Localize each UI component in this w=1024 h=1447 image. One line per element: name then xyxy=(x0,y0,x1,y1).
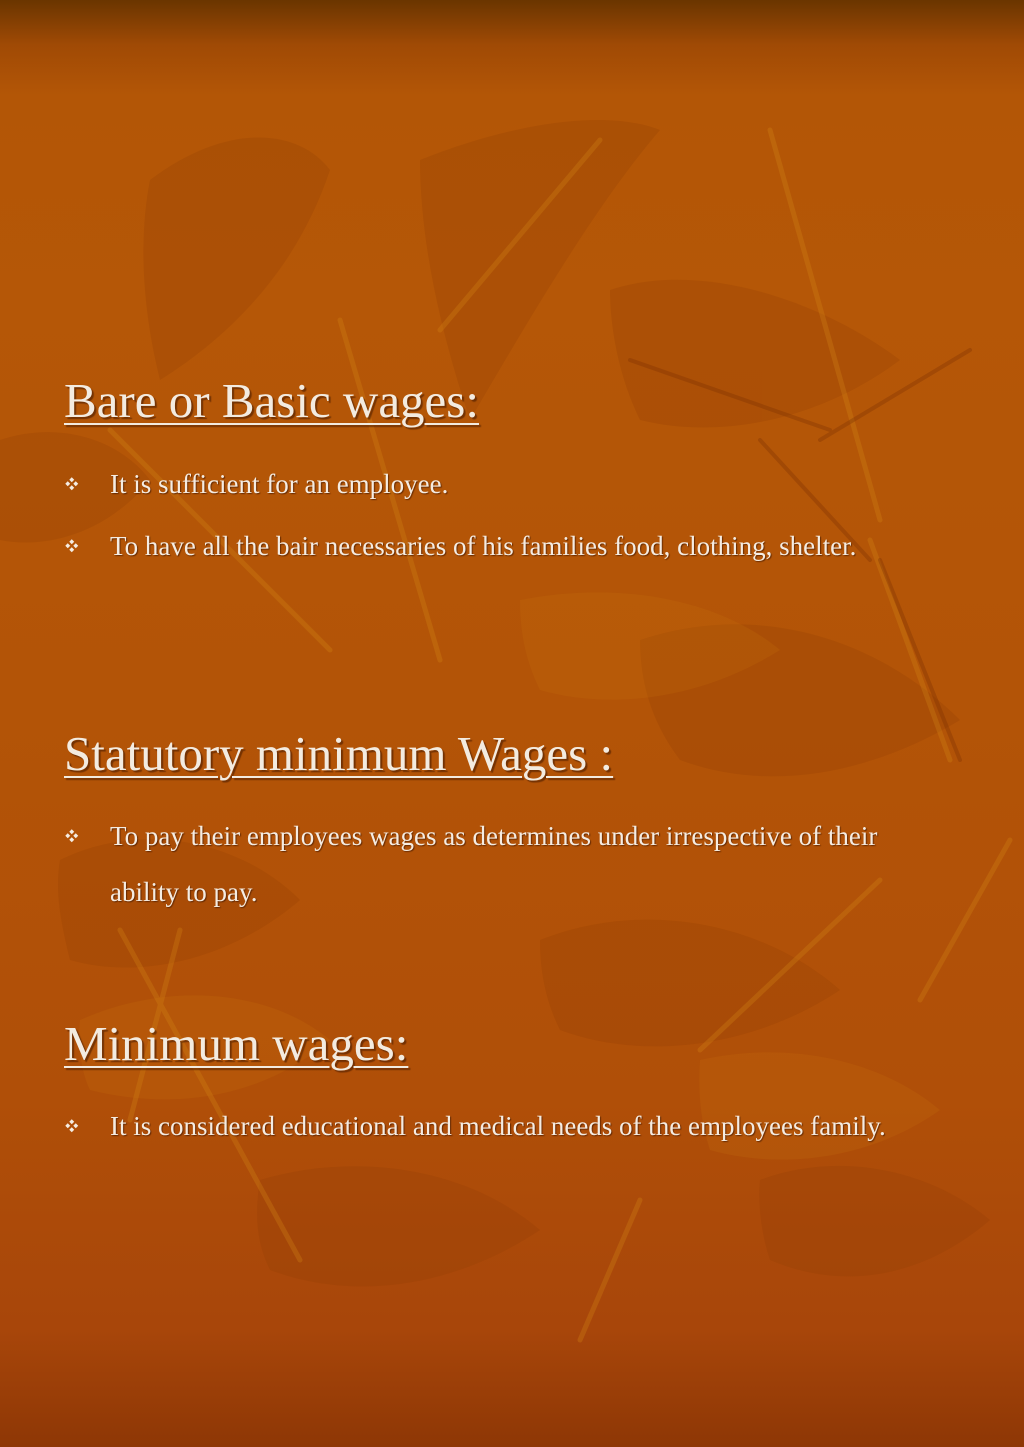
diamond-cluster-icon xyxy=(64,1111,80,1141)
section-heading: Minimum wages: xyxy=(64,1016,409,1071)
list-item-text: It is sufficient for an employee. xyxy=(110,469,449,499)
section-statutory-minimum-wages xyxy=(64,725,964,925)
list-item-text: To pay their employees wages as determines under irrespective of their ability to pay. xyxy=(110,821,878,907)
section-heading: Statutory minimum Wages : xyxy=(64,726,614,781)
list-item-text: It is considered educational and medical needs of the employees family. xyxy=(110,1111,886,1141)
section-minimum-wages xyxy=(64,1015,964,1215)
diamond-cluster-icon xyxy=(64,821,80,851)
section-heading: Bare or Basic wages: xyxy=(64,373,479,428)
section-bare-basic-wages xyxy=(64,372,964,632)
list-item-text: To have all the bair necessaries of his families food, clothing, shelter. xyxy=(110,531,857,561)
diamond-cluster-icon xyxy=(64,469,80,499)
diamond-cluster-icon xyxy=(64,531,80,561)
